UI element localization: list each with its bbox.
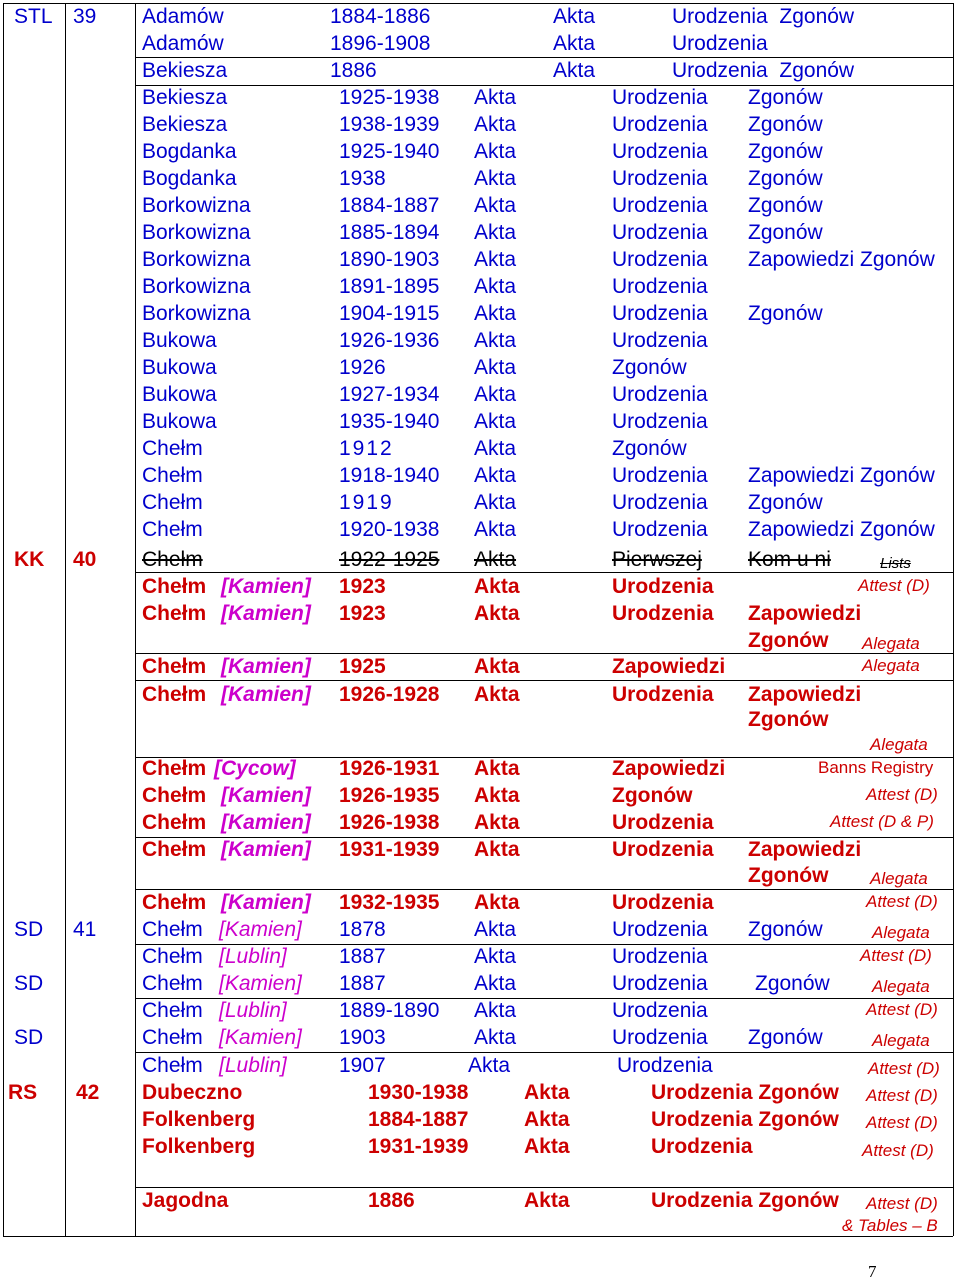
column-divider-1 (65, 3, 66, 1236)
years: 1903 (339, 1026, 386, 1049)
record-types: Urodzenia (612, 491, 708, 514)
akta-label: Akta (524, 1081, 570, 1104)
group-code: SD (14, 1026, 44, 1049)
record-types-2: Zgonów (755, 972, 830, 995)
group-code: RS (8, 1081, 38, 1104)
row-line (135, 889, 953, 890)
years: 1923 (339, 602, 386, 625)
record-types-2: Zgonów (748, 113, 823, 136)
record-types-3: Zgonów (748, 629, 829, 652)
group-code: STL (14, 5, 53, 28)
years: 1926-1931 (339, 757, 440, 780)
note: Attest (D) (866, 1086, 938, 1105)
note: Attest (D) (866, 785, 938, 804)
akta-label: Akta (468, 1054, 511, 1077)
akta-label: Akta (474, 329, 517, 352)
record-types: Urodzenia (612, 972, 708, 995)
akta-label: Akta (474, 972, 517, 995)
table-border-bottom (3, 1236, 953, 1237)
qualifier: [Kamien] (221, 838, 311, 861)
record-types: Urodzenia (612, 1026, 708, 1049)
years: 1926 (339, 356, 386, 379)
akta-label: Akta (553, 32, 596, 55)
record-types: Urodzenia (612, 221, 708, 244)
record-types: Urodzenia (612, 248, 708, 271)
qualifier: [Cycow] (214, 757, 296, 780)
record-types-2: Zapowiedzi (748, 683, 862, 706)
table-border-right (953, 3, 954, 1236)
note: Attest (D) (866, 1113, 938, 1132)
record-types-2: Zgonów (748, 918, 823, 941)
group-code: SD (14, 918, 44, 941)
record-types-2: Zgonów (748, 302, 823, 325)
table-border-top (3, 3, 953, 4)
record-types: Urodzenia (612, 167, 708, 190)
place-name: Chełm (142, 683, 207, 706)
qualifier: [Kamien] (221, 683, 311, 706)
akta-label: Akta (474, 1026, 517, 1049)
record-types-2: Zapowiedzi (748, 602, 862, 625)
record-types: Urodzenia (612, 602, 714, 625)
years: 1889-1890 (339, 999, 440, 1022)
akta-label: Akta (474, 221, 517, 244)
akta-label: Akta (474, 410, 517, 433)
qualifier: [Kamien] (221, 891, 311, 914)
note-continued: & Tables – B (842, 1216, 938, 1235)
record-types: Urodzenia (612, 329, 708, 352)
record-types-2: Zgonów (748, 1026, 823, 1049)
years: 1938 (339, 167, 386, 190)
years: 1896-1908 (330, 32, 431, 55)
qualifier: [Kamien] (221, 575, 311, 598)
note: Banns Registry (818, 758, 934, 777)
record-types: Urodzenia Zgonów (651, 1189, 839, 1212)
akta-label: Akta (474, 655, 520, 678)
place-name: Bukowa (142, 329, 217, 352)
note: Attest (D) (866, 1000, 938, 1019)
qualifier: [Kamien] (219, 1026, 302, 1049)
place-name: Borkowizna (142, 302, 251, 325)
note: Alegata (872, 923, 930, 942)
years: 1891-1895 (339, 275, 440, 298)
years: 1904-1915 (339, 302, 440, 325)
record-types: Urodzenia (612, 383, 708, 406)
years: 1890-1903 (339, 248, 440, 271)
years: 1912 (339, 437, 394, 460)
years: 1878 (339, 918, 386, 941)
qualifier: [Kamien] (221, 784, 311, 807)
place-name: Chełm (142, 811, 207, 834)
row-line (135, 85, 953, 86)
record-types: Pierwszej (612, 548, 702, 571)
years: 1925 (339, 655, 386, 678)
entry-number: 41 (73, 918, 97, 941)
years: 1922-1925 (339, 548, 440, 571)
record-types: Urodzenia (612, 891, 714, 914)
row-line (135, 1052, 953, 1053)
akta-label: Akta (553, 59, 596, 82)
akta-label: Akta (474, 275, 517, 298)
akta-label: Akta (474, 811, 520, 834)
place-name: Adamów (142, 5, 224, 28)
place-name: Jagodna (142, 1189, 229, 1212)
place-name: Bekiesza (142, 59, 228, 82)
record-types-2: Zapowiedzi Zgonów (748, 248, 935, 271)
years: 1884-1886 (330, 5, 431, 28)
record-types-2: Zgonów (748, 140, 823, 163)
place-name: Chełm (142, 518, 203, 541)
akta-label: Akta (474, 464, 517, 487)
akta-label: Akta (474, 838, 520, 861)
akta-label: Akta (474, 999, 517, 1022)
place-name: Borkowizna (142, 248, 251, 271)
akta-label: Akta (474, 757, 520, 780)
years: 1907 (339, 1054, 386, 1077)
place-name: Bukowa (142, 410, 217, 433)
years: 1926-1936 (339, 329, 440, 352)
place-name: Folkenberg (142, 1135, 256, 1158)
place-name: Chełm (142, 784, 207, 807)
record-types: Urodzenia (612, 838, 714, 861)
note: Attest (D) (868, 1059, 940, 1078)
place-name: Bukowa (142, 383, 217, 406)
place-name: Adamów (142, 32, 224, 55)
record-types: Urodzenia (617, 1054, 713, 1077)
place-name: Chełm (142, 464, 203, 487)
row-line (135, 653, 953, 654)
note: Attest (D) (862, 1141, 934, 1160)
record-types: Urodzenia (612, 140, 708, 163)
place-name: Chełm (142, 757, 207, 780)
note: Attest (D) (858, 576, 930, 595)
qualifier: [Lublin] (219, 945, 287, 968)
place-name: Chełm (142, 918, 203, 941)
akta-label: Akta (474, 86, 517, 109)
years: 1931-1939 (368, 1135, 469, 1158)
record-types-2: Zapowiedzi (748, 838, 862, 861)
years: 1926-1938 (339, 811, 440, 834)
record-types-2: Zapowiedzi Zgonów (748, 518, 935, 541)
place-name: Chełm (142, 655, 207, 678)
record-types: Urodzenia (612, 464, 708, 487)
row-line (135, 57, 953, 58)
place-name: Chełm (142, 945, 203, 968)
record-types: Urodzenia (612, 945, 708, 968)
place-name: Folkenberg (142, 1108, 256, 1131)
record-types: Urodzenia Zgonów (651, 1081, 839, 1104)
years: 1925-1938 (339, 86, 440, 109)
place-name: Chełm (142, 838, 207, 861)
place-name: Chełm (142, 999, 203, 1022)
years: 1925-1940 (339, 140, 440, 163)
akta-label: Akta (474, 383, 517, 406)
qualifier: [Kamien] (219, 918, 302, 941)
record-types: Urodzenia (612, 302, 708, 325)
years: 1887 (339, 945, 386, 968)
place-name: Borkowizna (142, 275, 251, 298)
akta-label: Akta (474, 683, 520, 706)
record-types: Urodzenia (612, 518, 708, 541)
record-types-3: Zgonów (748, 864, 829, 887)
akta-label: Akta (474, 113, 517, 136)
qualifier: [Lublin] (219, 999, 287, 1022)
record-types: Zgonów (612, 356, 687, 379)
years: 1923 (339, 575, 386, 598)
years: 1938-1939 (339, 113, 440, 136)
record-types: Urodzenia (612, 113, 708, 136)
note: Alegata (872, 977, 930, 996)
years: 1886 (330, 59, 377, 82)
akta-label: Akta (474, 575, 520, 598)
record-types: Urodzenia (672, 32, 768, 55)
record-types: Urodzenia (612, 683, 714, 706)
record-types-2: Zgonów (748, 194, 823, 217)
years: 1884-1887 (339, 194, 440, 217)
years: 1927-1934 (339, 383, 440, 406)
place-name: Chełm (142, 437, 203, 460)
record-types: Zgonów (612, 784, 693, 807)
record-types-2: Zgonów (748, 221, 823, 244)
years: 1926-1928 (339, 683, 440, 706)
place-name: Chełm (142, 1054, 203, 1077)
note: Alegata (870, 735, 928, 754)
years: 1920-1938 (339, 518, 440, 541)
record-types: Urodzenia (612, 918, 708, 941)
record-types: Urodzenia Zgonów (672, 5, 855, 28)
akta-label: Akta (553, 5, 596, 28)
akta-label: Akta (474, 918, 517, 941)
years: 1886 (368, 1189, 415, 1212)
row-line (135, 572, 953, 573)
note: Attest (D) (866, 892, 938, 911)
place-name: Bekiesza (142, 113, 228, 136)
akta-label: Akta (474, 891, 520, 914)
years: 1931-1939 (339, 838, 440, 861)
akta-label: Akta (474, 491, 517, 514)
place-name: Chełm (142, 602, 207, 625)
record-types: Urodzenia (651, 1135, 753, 1158)
akta-label: Akta (474, 945, 517, 968)
record-types-2: Zgonów (748, 167, 823, 190)
akta-label: Akta (474, 194, 517, 217)
years: 1884-1887 (368, 1108, 469, 1131)
akta-label: Akta (474, 437, 517, 460)
group-code: KK (14, 548, 45, 571)
place-name: Borkowizna (142, 194, 251, 217)
place-name: Chełm (142, 575, 207, 598)
place-name: Dubeczno (142, 1081, 243, 1104)
akta-label: Akta (524, 1108, 570, 1131)
years: 1926-1935 (339, 784, 440, 807)
record-types-3: Zgonów (748, 708, 829, 731)
table-border-left (3, 3, 4, 1236)
years: 1930-1938 (368, 1081, 469, 1104)
years: 1932-1935 (339, 891, 440, 914)
qualifier: [Lublin] (219, 1054, 287, 1077)
place-name: Chełm (142, 972, 203, 995)
page-number: 7 (868, 1262, 877, 1281)
note: Attest (D) (866, 1194, 938, 1213)
place-name: Chełm (142, 1026, 203, 1049)
note: Alegata (862, 634, 920, 653)
entry-number: 42 (76, 1081, 100, 1104)
qualifier: [Kamien] (219, 972, 302, 995)
akta-label: Akta (524, 1135, 570, 1158)
place-name: Bukowa (142, 356, 217, 379)
record-types: Zapowiedzi (612, 655, 726, 678)
record-types: Urodzenia (612, 275, 708, 298)
note: Lists (880, 555, 911, 572)
record-types: Zgonów (612, 437, 687, 460)
akta-label: Akta (474, 167, 517, 190)
qualifier: [Kamien] (221, 602, 311, 625)
row-line (135, 680, 953, 681)
record-types: Urodzenia (612, 811, 714, 834)
akta-label: Akta (474, 356, 517, 379)
akta-label: Akta (474, 518, 517, 541)
record-types-2: Zapowiedzi Zgonów (748, 464, 935, 487)
record-types-2: Zgonów (748, 86, 823, 109)
akta-label: Akta (474, 302, 517, 325)
record-types: Zapowiedzi (612, 757, 726, 780)
years: 1935-1940 (339, 410, 440, 433)
akta-label: Akta (474, 784, 520, 807)
qualifier: [Kamien] (221, 811, 311, 834)
note: Alegata (862, 656, 920, 675)
akta-label: Akta (474, 140, 517, 163)
entry-number: 40 (73, 548, 97, 571)
years: 1919 (339, 491, 394, 514)
akta-label: Akta (474, 248, 517, 271)
place-name: Borkowizna (142, 221, 251, 244)
note: Alegata (872, 1031, 930, 1050)
record-types: Urodzenia (612, 575, 714, 598)
record-types: Urodzenia (612, 86, 708, 109)
note: Attest (D & P) (830, 812, 934, 831)
record-types: Urodzenia (612, 999, 708, 1022)
years: 1918-1940 (339, 464, 440, 487)
row-line (135, 1187, 953, 1188)
place-name: Bogdanka (142, 167, 237, 190)
note: Alegata (870, 869, 928, 888)
qualifier: [Kamien] (221, 655, 311, 678)
record-types: Urodzenia Zgonów (672, 59, 855, 82)
place-name: Chełm (142, 548, 203, 571)
record-types: Urodzenia Zgonów (651, 1108, 839, 1131)
years: 1885-1894 (339, 221, 440, 244)
record-types: Urodzenia (612, 194, 708, 217)
akta-label: Akta (524, 1189, 570, 1212)
record-types: Urodzenia (612, 410, 708, 433)
record-types-2: Zgonów (748, 491, 823, 514)
akta-label: Akta (474, 548, 517, 571)
note: Attest (D) (860, 946, 932, 965)
record-types-2: Kom u ni (748, 548, 831, 571)
place-name: Bogdanka (142, 140, 237, 163)
group-code: SD (14, 972, 44, 995)
place-name: Bekiesza (142, 86, 228, 109)
akta-label: Akta (474, 602, 520, 625)
place-name: Chełm (142, 891, 207, 914)
years: 1887 (339, 972, 386, 995)
place-name: Chełm (142, 491, 203, 514)
entry-number: 39 (73, 5, 97, 28)
